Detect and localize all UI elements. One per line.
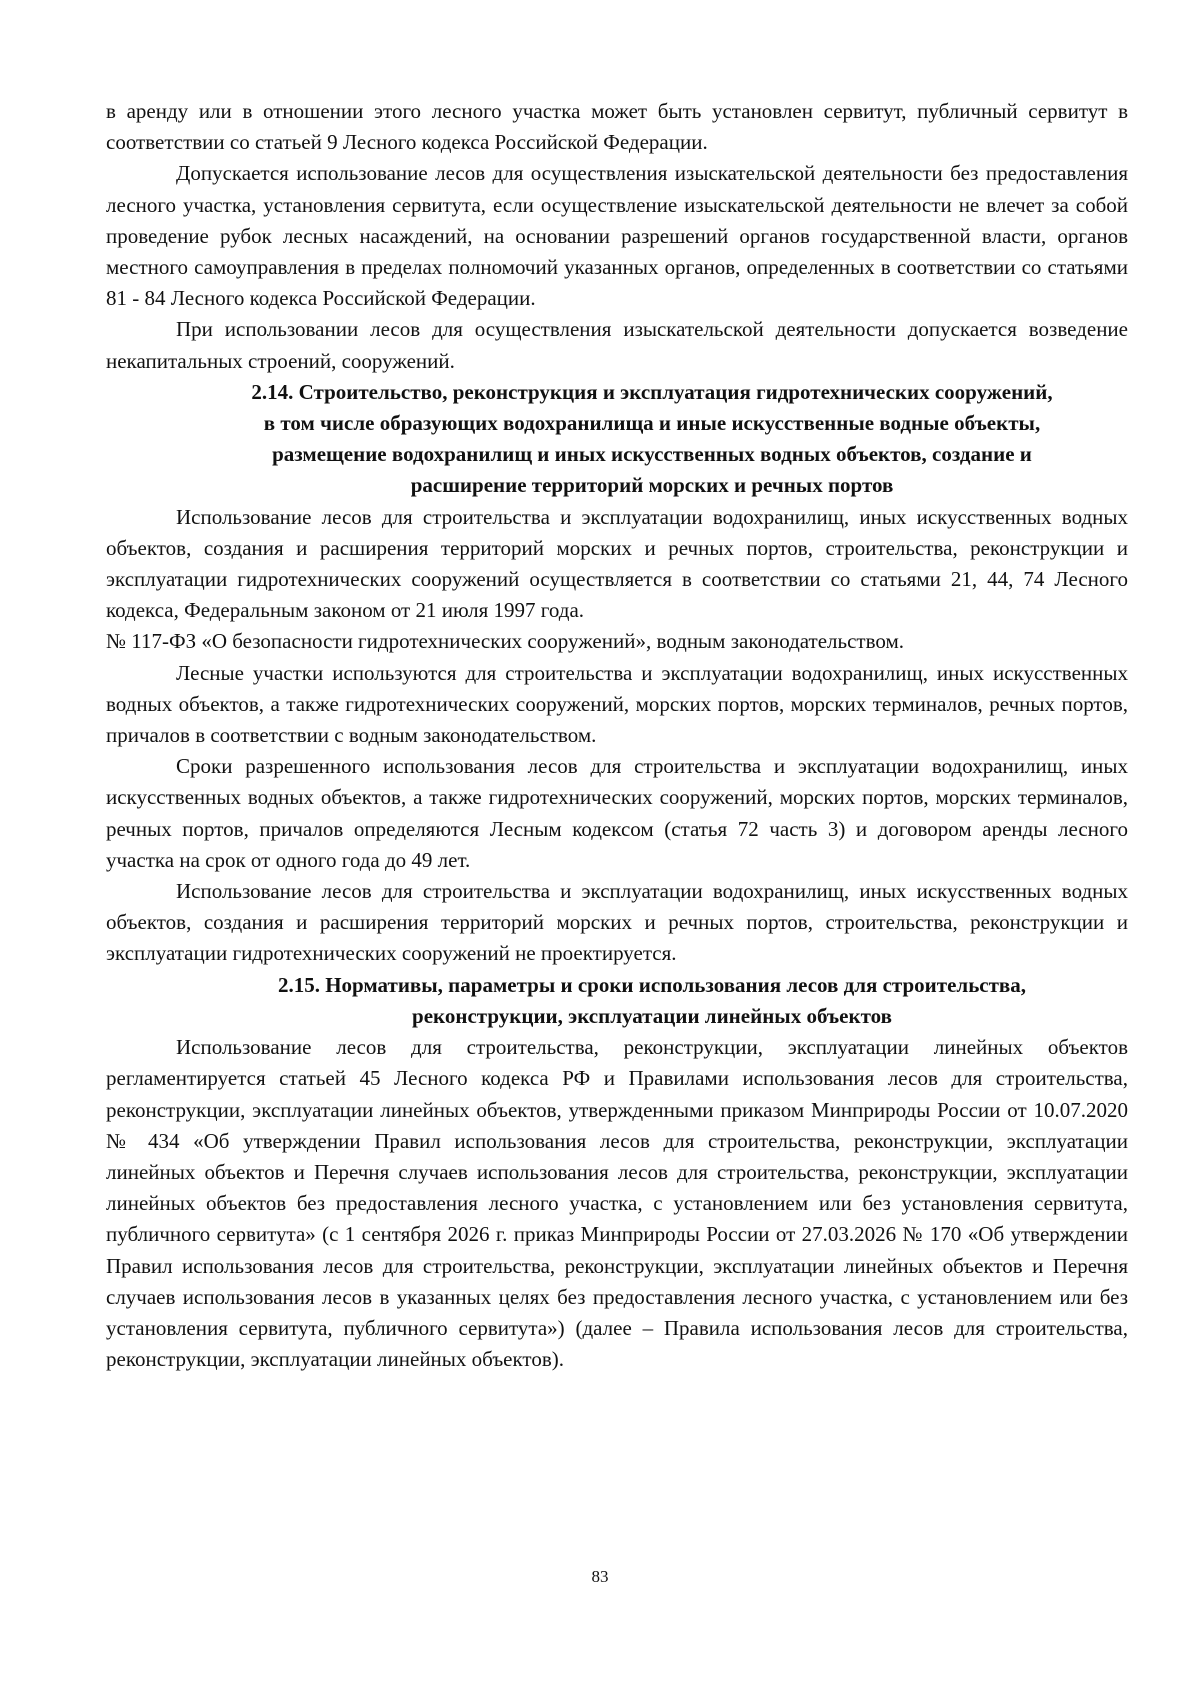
heading-line: расширение территорий морских и речных портов <box>410 473 894 498</box>
paragraph-noncapital-structures: При использовании лесов для осуществления изыскательской деятельности допускается возведение некапитальных строений, сооружений. <box>106 317 1128 373</box>
paragraph-continuation: в аренду или в отношении этого лесного участка может быть установлен сервитут, публичный сервитут в соответствии со статьей 9 Лесного кодекса Российской Федерации. <box>106 99 1128 155</box>
paragraph-214-legal-basis: Использование лесов для строительства и эксплуатации водохранилищ, иных искусственных водных объектов, создания и расширения территорий морских и речных портов, строительства, реконструкции и эксплуатации гидротехнических сооружений осуществляется в соответствии со статьями 21, 44, 74 Лесного кодекса, Федеральным законом от 21 июля 1997 года. <box>106 504 1128 623</box>
section-heading-2-15 <box>106 970 1128 1032</box>
paragraph-214-usage: Лесные участки используются для строительства и эксплуатации водохранилищ, иных искусственных водных объектов, а также гидротехнических сооружений, морских портов, морских терминалов, речных портов, причалов в соответствии с водным законодательством. <box>106 660 1128 748</box>
heading-line: реконструкции, эксплуатации линейных объектов <box>412 1003 892 1028</box>
document-page <box>106 96 1128 1375</box>
page-number: 83 <box>591 1567 609 1586</box>
paragraph-215-regulation: Использование лесов для строительства, реконструкции, эксплуатации линейных объектов регламентируется статьей 45 Лесного кодекса РФ и Правилами использования лесов для строительства, реконструкции, эксплуатации линейных объектов, утвержденными приказом Минприроды России от 10.07.2020 № 434 «Об утверждении Правил использования лесов для строительства, реконструкции, эксплуатации линейных объектов и Перечня случаев использования лесов для строительства, реконструкции, эксплуатации линейных объектов без предоставления лесного участка, с установлением или без установления сервитута, публичного сервитута» (с 1 сентября 2026 г. приказ Минприроды России от 27.03.2026 № 170 «Об утверждении Правил использования лесов для строительства, реконструкции, эксплуатации линейных объектов и Перечня случаев использования лесов в указанных целях без предоставления лесного участка, с установлением или без установления сервитута, публичного сервитута») (далее – Правила использования лесов для строительства, реконструкции, эксплуатации линейных объектов). <box>106 1035 1128 1372</box>
heading-line: размещение водохранилищ и иных искусственных водных объектов, создание и <box>272 442 1032 467</box>
paragraph-214-law-reference: № 117-ФЗ «О безопасности гидротехнических сооружений», водным законодательством. <box>106 629 905 654</box>
section-heading-2-14 <box>106 377 1128 502</box>
paragraph-survey-activity: Допускается использование лесов для осуществления изыскательской деятельности без предоставления лесного участка, установления сервитута, если осуществление изыскательской деятельности не влечет за собой проведение рубок лесных насаждений, на основании разрешений органов государственной власти, органов местного самоуправления в пределах полномочий указанных органов, определенных в соответствии со статьями 81 - 84 Лесного кодекса Российской Федерации. <box>106 161 1128 311</box>
heading-line: в том числе образующих водохранилища и иные искусственные водные объекты, <box>263 411 1041 436</box>
paragraph-214-not-projected: Использование лесов для строительства и эксплуатации водохранилищ, иных искусственных водных объектов, создания и расширения территорий морских и речных портов, строительства, реконструкции и эксплуатации гидротехнических сооружений не проектируется. <box>106 879 1128 966</box>
paragraph-214-terms: Сроки разрешенного использования лесов для строительства и эксплуатации водохранилищ, иных искусственных водных объектов, а также гидротехнических сооружений, морских портов, морских терминалов, речных портов, причалов определяются Лесным кодексом (статья 72 часть 3) и договором аренды лесного участка на срок от одного года до 49 лет. <box>106 754 1128 872</box>
heading-line: 2.15. Нормативы, параметры и сроки использования лесов для строительства, <box>277 972 1027 997</box>
heading-line: 2.14. Строительство, реконструкция и эксплуатация гидротехнических сооружений, <box>251 379 1053 404</box>
